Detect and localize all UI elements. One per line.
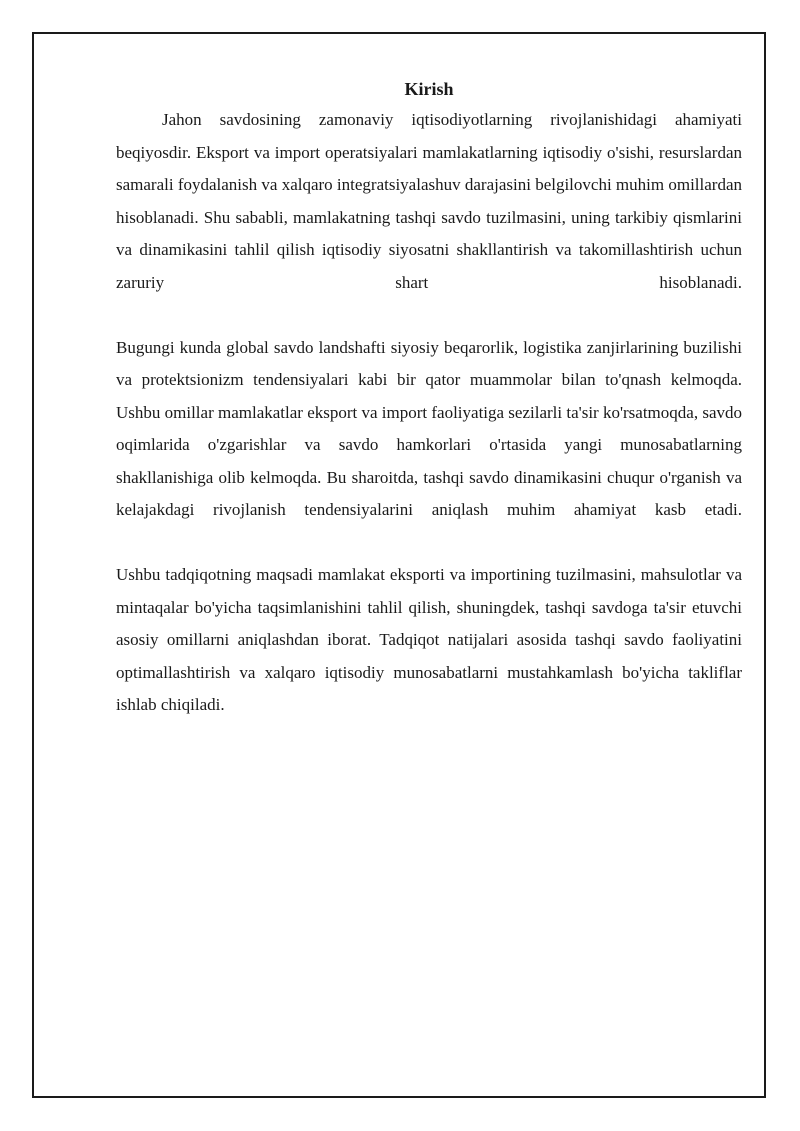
paragraph-spacer: [116, 299, 742, 332]
paragraph-2: Bugungi kunda global savdo landshafti siyosiy beqarorlik, logistika zanjirlarining buzilishi va protektsionizm tendensiyalari kabi bir qator muammolar bilan to'qnash kelmoqda. Ushbu omillar mamlakatlar eksport va import faoliyatiga sezilarli ta'sir ko'rsatmoqda, savdo oqimlarida o'zgarishlar va savdo hamkorlari o'rtasida yangi munosabatlarning shakllanishiga olib kelmoqda. Bu sharoitda, tashqi savdo dinamikasini chuqur o'rganish va kelajakdagi rivojlanish tendensiyalarini aniqlash muhim ahamiyat kasb etadi.: [116, 337, 742, 519]
document-title: Kirish: [404, 79, 454, 99]
paragraph-3: Ushbu tadqiqotning maqsadi mamlakat eksporti va importining tuzilmasini, mahsulotlar va mintaqalar bo'yicha taqsimlanishini tahlil qilish, shuningdek, tashqi savdoga ta'sir etuvchi asosiy omillarni aniqlashdan iborat. Tadqiqot natijalari asosida tashqi savdo faoliyatini optimallashtirish va xalqaro iqtisodiy munosabatlarni mustahkamlash bo'yicha takliflar ishlab chiqiladi.: [116, 565, 742, 714]
document-body: [116, 74, 742, 722]
paragraph-spacer: [116, 527, 742, 560]
paragraph-1: Jahon savdosining zamonaviy iqtisodiyotlarning rivojlanishidagi ahamiyati beqiyosdir. Eksport va import operatsiyalari mamlakatlarning iqtisodiy o'sishi, resurslardan samarali foydalanish va xalqaro integratsiyalashuv darajasini belgilovchi muhim omillardan hisoblanadi. Shu sababli, mamlakatning tashqi savdo tuzilmasini, uning tarkibiy qismlarini va dinamikasini tahlil qilish iqtisodiy siyosatni shakllantirish va takomillashtirish uchun zaruriy shart hisoblanadi.: [116, 110, 742, 292]
